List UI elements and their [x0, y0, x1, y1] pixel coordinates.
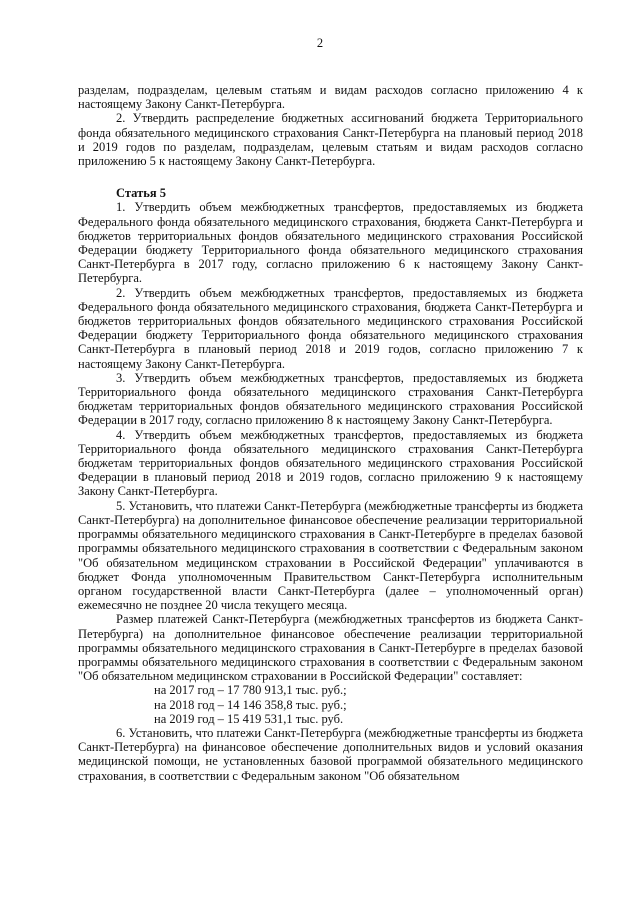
paragraph-2: 2. Утвердить распределение бюджетных ассигнований бюджета Территориального фонда обязательного медицинского страхования Санкт-Петербурга на плановый период 2018 и 2019 годов по разделам, подразделам, целевым статьям и видам расходов согласно приложению 5 к настоящему Закону Санкт-Петербурга.: [78, 111, 583, 169]
article5-paragraph-5: 5. Установить, что платежи Санкт-Петербурга (межбюджетные трансферты из бюджета Санкт-Петербурга) на дополнительное финансовое обеспечение реализации территориальной программы обязательного медицинского страхования в Санкт-Петербурге в пределах базовой программы обязательного медицинского страхования в соответствии с Федеральным законом "Об обязательном медицинском страховании в Российской Федерации" уплачиваются в бюджет Фонда уполномоченным Правительством Санкт-Петербурга исполнительным органом государственной власти Санкт-Петербурга (далее – уполномоченный орган) ежемесячно не позднее 20 числа текущего месяца.: [78, 498, 583, 613]
article5-paragraph-5b: Размер платежей Санкт-Петербурга (межбюджетных трансфертов из бюджета Санкт-Петербурга) на дополнительное финансовое обеспечение реализации территориальной программы обязательного медицинского страхования в Санкт-Петербурге в пределах базовой программы обязательного медицинского страхования в соответствии с Федеральным законом "Об обязательном медицинском страховании в Российской Федерации" составляет:: [78, 612, 583, 684]
spacer: [78, 168, 583, 186]
article-heading: Статья 5: [116, 186, 166, 201]
amount-line: на 2017 год – 17 780 913,1 тыс. руб.;: [154, 683, 347, 698]
page-number: 2: [316, 36, 324, 50]
article5-paragraph-2: 2. Утвердить объем межбюджетных трансфертов, предоставляемых из бюджета Федерального фонда обязательного медицинского страхования, бюджета Санкт-Петербурга и бюджетов территориальных фондов обязательного медицинского страхования Российской Федерации бюджету Территориального фонда обязательного медицинского страхования Санкт-Петербурга в плановый период 2018 и 2019 годов, согласно приложению 7 к настоящему Закону Санкт-Петербурга.: [78, 285, 583, 371]
article5-paragraph-4: 4. Утвердить объем межбюджетных трансфертов, предоставляемых из бюджета Территориального фонда обязательного медицинского страхования Санкт-Петербурга бюджетам территориальных фондов обязательного медицинского страхования Российской Федерации в плановый период 2018 и 2019 годов, согласно приложению 9 к настоящему Закону Санкт-Петербурга.: [78, 427, 583, 499]
paragraph-continuation: разделам, подразделам, целевым статьям и видам расходов согласно приложению 4 к настоящему Закону Санкт-Петербурга.: [78, 83, 583, 112]
article5-paragraph-1: 1. Утвердить объем межбюджетных трансфертов, предоставляемых из бюджета Федерального фонда обязательного медицинского страхования, бюджета Санкт-Петербурга и бюджетов территориальных фондов обязательного медицинского страхования Российской Федерации бюджету Территориального фонда обязательного медицинского страхования Санкт-Петербурга в 2017 году, согласно приложению 6 к настоящему Закону Санкт-Петербурга.: [78, 200, 583, 286]
amount-line: на 2018 год – 14 146 358,8 тыс. руб.;: [154, 697, 347, 712]
document-body: [78, 83, 583, 783]
article5-paragraph-3: 3. Утвердить объем межбюджетных трансфертов, предоставляемых из бюджета Территориального фонда обязательного медицинского страхования Санкт-Петербурга бюджетам территориальных фондов обязательного медицинского страхования Российской Федерации в 2017 году, согласно приложению 8 к настоящему Закону Санкт-Петербурга.: [78, 370, 583, 428]
amount-line: на 2019 год – 15 419 531,1 тыс. руб.: [154, 711, 344, 726]
article5-paragraph-6: 6. Установить, что платежи Санкт-Петербурга (межбюджетные трансферты из бюджета Санкт-Петербурга) на финансовое обеспечение дополнительных видов и условий оказания медицинской помощи, не установленных базовой программой обязательного медицинского страхования, в соответствии с Федеральным законом "Об обязательном: [78, 725, 583, 783]
